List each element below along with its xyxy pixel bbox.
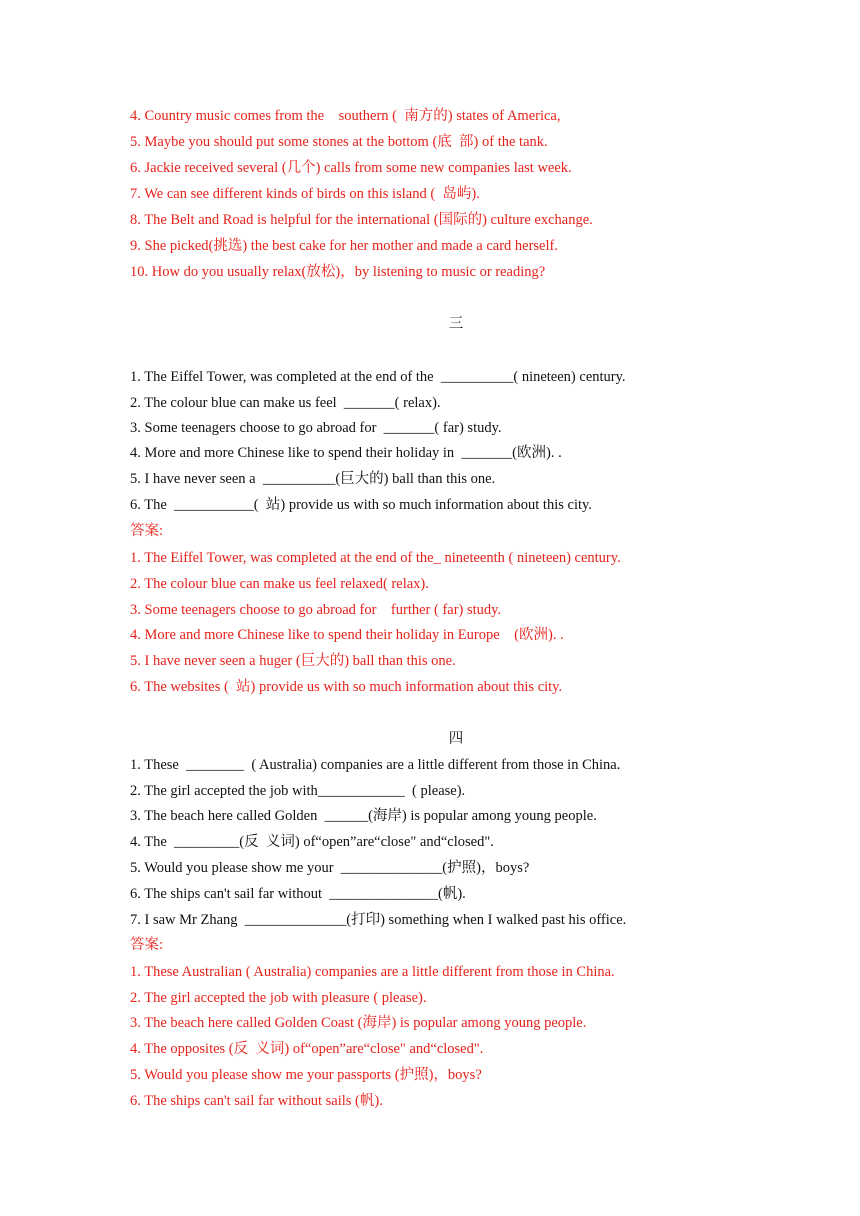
- answer-line: 5. I have never seen a huger (巨大的) ball than this one.: [130, 653, 456, 669]
- answer-label: 答案:: [130, 523, 164, 539]
- answer-line: 6. The ships can't sail far without sails (帆).: [130, 1093, 383, 1109]
- answer-line: 2. The colour blue can make us feel relaxed( relax).: [130, 576, 429, 592]
- answer-line-4: 4. Country music comes from the southern ( 南方的) states of America,: [130, 108, 561, 124]
- section-heading-3: 三: [448, 316, 464, 332]
- answer-line: 3. Some teenagers choose to go abroad for further ( far) study.: [130, 602, 502, 618]
- question-line: 3. The beach here called Golden ______(海岸) is popular among young people.: [130, 808, 597, 824]
- question-line: 1. These ________ ( Australia) companies are a little different from those in China.: [130, 757, 621, 773]
- answer-line-8: 8. The Belt and Road is helpful for the international (国际的) culture exchange.: [130, 212, 593, 228]
- answer-line-10: 10. How do you usually relax(放松)，by listening to music or reading?: [130, 264, 546, 280]
- answer-line-5: 5. Maybe you should put some stones at the bottom (底 部) of the tank.: [130, 134, 548, 150]
- answer-line: 4. The opposites (反 义词) of“open”are“close" and“closed".: [130, 1041, 484, 1057]
- question-line: 6. The ___________( 站) provide us with so much information about this city.: [130, 497, 592, 513]
- answer-line-9: 9. She picked(挑选) the best cake for her mother and made a card herself.: [130, 238, 558, 254]
- question-line: 3. Some teenagers choose to go abroad for _______( far) study.: [130, 420, 502, 436]
- question-line: 5. I have never seen a __________(巨大的) ball than this one.: [130, 471, 496, 487]
- answer-line: 1. The Eiffel Tower, was completed at the end of the_ nineteenth ( nineteen) century.: [130, 550, 621, 566]
- answer-label: 答案:: [130, 937, 164, 953]
- question-line: 2. The girl accepted the job with____________ ( please).: [130, 783, 466, 799]
- question-line: 2. The colour blue can make us feel _______( relax).: [130, 395, 441, 411]
- answer-line: 2. The girl accepted the job with pleasure ( please).: [130, 990, 427, 1006]
- section-heading-4: 四: [448, 731, 464, 747]
- answer-line-7: 7. We can see different kinds of birds on this island ( 岛屿).: [130, 186, 480, 202]
- answer-line-6: 6. Jackie received several (几个) calls from some new companies last week.: [130, 160, 572, 176]
- question-line: 4. More and more Chinese like to spend their holiday in _______(欧洲). .: [130, 445, 562, 461]
- question-line: 5. Would you please show me your ______________(护照)，boys?: [130, 860, 530, 876]
- answer-line: 3. The beach here called Golden Coast (海岸) is popular among young people.: [130, 1015, 587, 1031]
- question-line: 7. I saw Mr Zhang ______________(打印) something when I walked past his office.: [130, 912, 627, 928]
- answer-line: 5. Would you please show me your passports (护照)，boys?: [130, 1067, 482, 1083]
- answer-line: 4. More and more Chinese like to spend their holiday in Europe (欧洲). .: [130, 627, 564, 643]
- question-line: 6. The ships can't sail far without _______________(帆).: [130, 886, 466, 902]
- question-line: 1. The Eiffel Tower, was completed at the end of the __________( nineteen) century.: [130, 369, 626, 385]
- answer-line: 1. These Australian ( Australia) companies are a little different from those in China.: [130, 964, 615, 980]
- answer-line: 6. The websites ( 站) provide us with so much information about this city.: [130, 679, 563, 695]
- question-line: 4. The _________(反 义词) of“open”are“close" and“closed".: [130, 834, 494, 850]
